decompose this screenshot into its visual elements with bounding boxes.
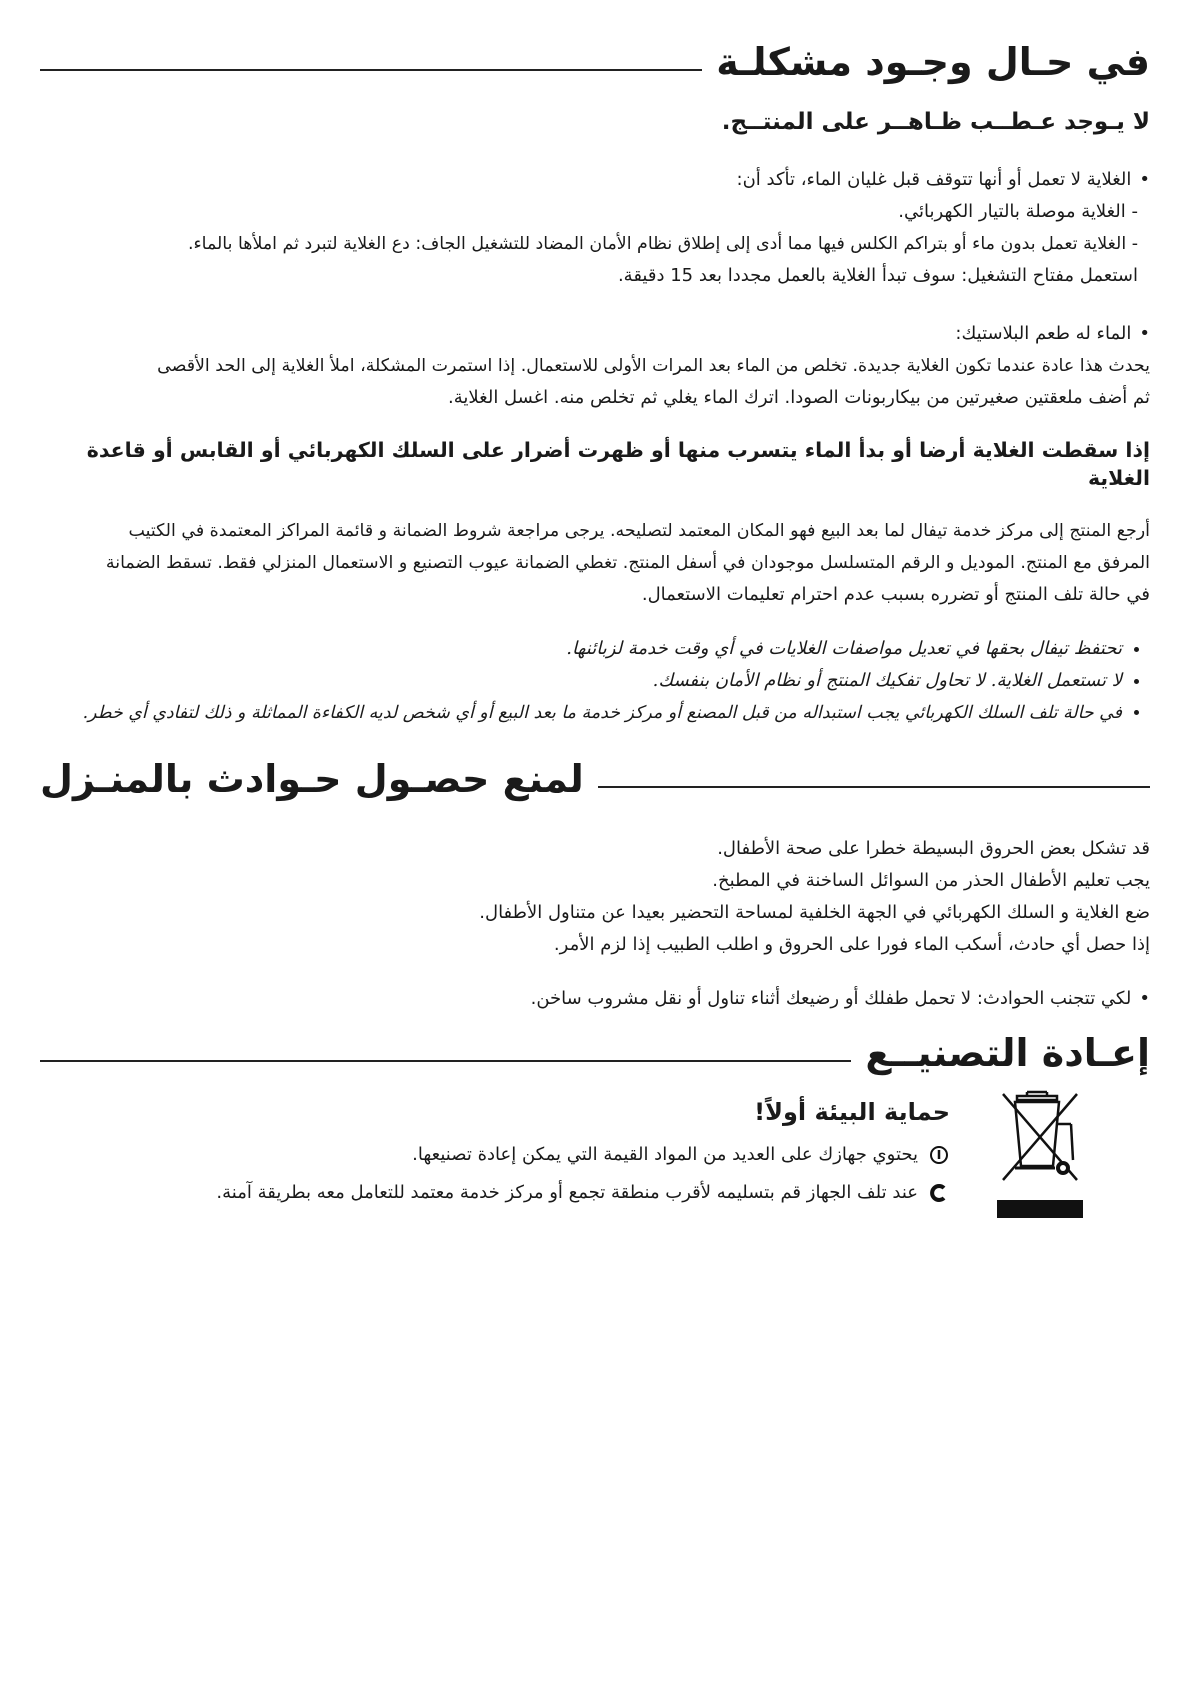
accidents-line: قد تشكل بعض الحروق البسيطة خطرا على صحة الأطفال.	[717, 837, 1150, 859]
document-page	[40, 40, 1150, 1660]
plastic-line-2: ثم أضف ملعقتين صغيرتين من بيكاربونات الصودا. اترك الماء يغلي ثم تخلص منه. اغسل الغلاية.	[448, 386, 1150, 408]
kettle-bullet: • الغلاية لا تعمل أو أنها تتوقف قبل غليان الماء، تأكد أن:	[40, 164, 1150, 196]
accidents-bullet: • لكي تتجنب الحوادث: لا تحمل طفلك أو رضيعك أثناء تناول أو نقل مشروب ساخن.	[40, 983, 1150, 1015]
kettle-dash-2: - الغلاية تعمل بدون ماء أو بتراكم الكلس فيها مما أدى إلى إطلاق نظام الأمان المضاد للتشغيل الجاف: دع الغلاية لتبرد ثم املأها بالماء.	[40, 228, 1150, 260]
recycling-line-2	[40, 1174, 950, 1212]
recycling-heading-row	[40, 1031, 1150, 1077]
recycling-text	[40, 1088, 990, 1212]
accidents-heading-row	[40, 757, 1150, 803]
problem-heading: في حـال وجـود مشكلـة	[716, 40, 1150, 84]
drop-line-1: أرجع المنتج إلى مركز خدمة تيفال لما بعد البيع فهو المكان المعتمد لتصليحه. يرجى مراجعة شروط الضمانة و قائمة المراكز المعتمدة في الكتيب	[128, 521, 1150, 542]
note-item: • تحتفظ تيفال بحقها في تعديل مواصفات الغلايات في أي وقت خدمة لزبائنها.	[40, 633, 1122, 665]
problem-heading-row	[40, 40, 1150, 86]
recycling-line-1	[40, 1136, 950, 1174]
crossed-out-wheelie-bin-icon	[990, 1088, 1090, 1218]
drop-title: إذا سقطت الغلاية أرضا أو بدأ الماء يتسرب منها أو ظهرت أضرار على السلك الكهربائي أو القابس أو قاعدة الغلاية	[86, 437, 1150, 491]
kettle-dash-1: - الغلاية موصلة بالتيار الكهربائي.	[40, 196, 1150, 228]
plastic-bullet: • الماء له طعم البلاستيك:	[40, 318, 1150, 350]
accidents-line: إذا حصل أي حادث، أسكب الماء فورا على الحروق و اطلب الطبيب إذا لزم الأمر.	[553, 933, 1150, 955]
recycling-heading: إعـادة التصنيــع	[865, 1030, 1150, 1075]
kettle-dash-2-cont: استعمل مفتاح التشغيل: سوف تبدأ الغلاية بالعمل مجددا بعد 15 دقيقة.	[617, 264, 1138, 286]
note-item: • لا تستعمل الغلاية. لا تحاول تفكيك المنتج أو نظام الأمان بنفسك.	[40, 665, 1122, 697]
no-fault-title: لا يـوجد عـطــب ظـاهــر على المنتــج.	[721, 108, 1150, 135]
plastic-line-1: يحدث هذا عادة عندما تكون الغلاية جديدة. تخلص من الماء بعد المرات الأولى للاستعمال. إذا استمرت المشكلة، املأ الغلاية إلى الحد الأقصى	[157, 355, 1150, 376]
accidents-line: ضع الغلاية و السلك الكهربائي في الجهة الخلفية لمساحة التحضير بعيدا عن متناول الأطفال.	[479, 901, 1150, 923]
recycling-line-2-text: عند تلف الجهاز قم بتسليمه لأقرب منطقة تجمع أو مركز خدمة معتمد للتعامل معه بطريقة آمنة.	[216, 1182, 918, 1204]
accidents-heading: لمنع حصـول حـوادث بالمنـزل	[40, 757, 584, 802]
heading-rule	[598, 786, 1150, 788]
drop-line-3: في حالة تلف المنتج أو تضرره بسبب عدم احترام تعليمات الاستعمال.	[641, 584, 1150, 606]
drop-line-2: المرفق مع المنتج. الموديل و الرقم المتسلسل موجودان في أسفل المنتج. تغطي الضمانة عيوب التصنيع و الاستعمال المنزلي فقط. تسقط الضمانة	[105, 553, 1150, 574]
info-circle-icon	[928, 1144, 950, 1166]
note-item: • في حالة تلف السلك الكهربائي يجب استبداله من قبل المصنع أو مركز خدمة ما بعد البيع أو أي شخص لديه الكفاءة المماثلة و ذلك لتفادي أي خطر.	[40, 697, 1122, 729]
recycling-block	[40, 1088, 1150, 1218]
heading-rule	[40, 69, 702, 71]
recycle-c-icon	[928, 1182, 950, 1204]
recycling-title: حماية البيئة أولاً!	[754, 1098, 950, 1127]
recycling-line-1-text: يحتوي جهازك على العديد من المواد القيمة التي يمكن إعادة تصنيعها.	[412, 1144, 918, 1166]
notes-list	[40, 633, 1150, 729]
accidents-line: يجب تعليم الأطفال الحذر من السوائل الساخنة في المطبخ.	[712, 869, 1150, 891]
bin-underline-bar	[997, 1200, 1083, 1218]
heading-rule	[40, 1060, 851, 1062]
